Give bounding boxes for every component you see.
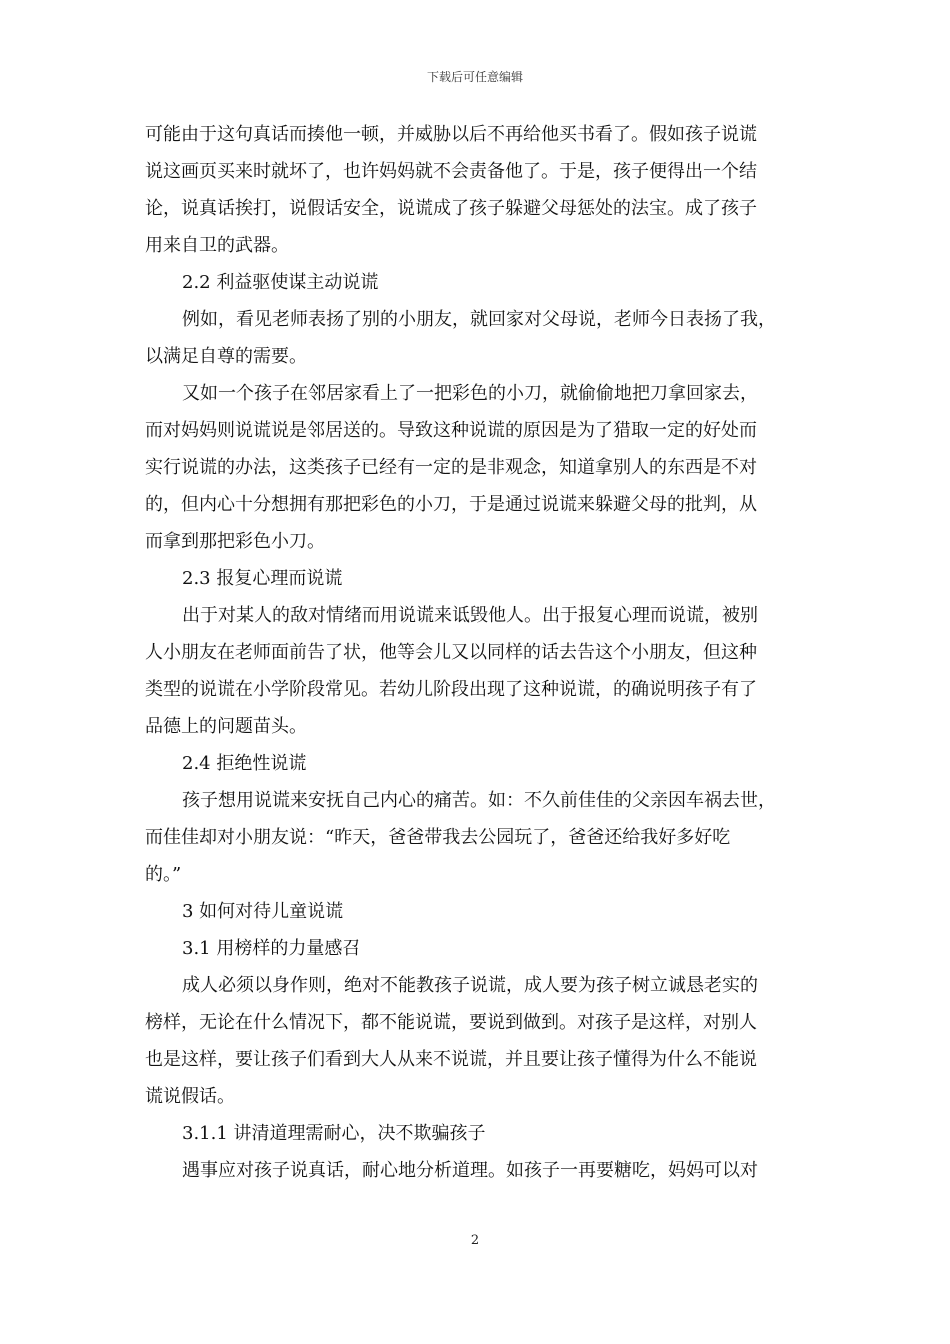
text-line: 的，但内心十分想拥有那把彩色的小刀，于是通过说谎来躲避父母的批判，从 <box>145 494 757 515</box>
text-line: 以满足自尊的需要。 <box>145 346 307 367</box>
text-line: 论，说真话挨打，说假话安全，说谎成了孩子躲避父母惩处的法宝。成了孩子 <box>145 198 757 219</box>
text-line: 谎说假话。 <box>145 1086 235 1107</box>
text-line: 类型的说谎在小学阶段常见。若幼儿阶段出现了这种说谎，的确说明孩子有了 <box>145 679 757 700</box>
text-line: 说这画页买来时就坏了，也许妈妈就不会责备他了。于是，孩子便得出一个结 <box>145 161 757 182</box>
text-line: 品德上的问题苗头。 <box>145 716 307 737</box>
page-header: 下载后可任意编辑 <box>426 70 523 84</box>
text-line: 又如一个孩子在邻居家看上了一把彩色的小刀，就偷偷地把刀拿回家去， <box>182 383 758 404</box>
text-line: 也是这样，要让孩子们看到大人从来不说谎，并且要让孩子懂得为什么不能说 <box>145 1049 757 1070</box>
text-line: 成人必须以身作则，绝对不能教孩子说谎，成人要为孩子树立诚恳老实的 <box>182 975 758 996</box>
text-line: 出于对某人的敌对情绪而用说谎来诋毁他人。出于报复心理而说谎，被别 <box>182 605 758 626</box>
text-line: 3 如何对待儿童说谎 <box>182 901 344 922</box>
text-line: 2.3 报复心理而说谎 <box>182 568 343 589</box>
text-line: 2.4 拒绝性说谎 <box>182 753 307 774</box>
text-line: 用来自卫的武器。 <box>145 235 289 256</box>
text-line: 孩子想用说谎来安抚自己内心的痛苦。如：不久前佳佳的父亲因车祸去世， <box>182 790 776 811</box>
text-line: 3.1.1 讲清道理需耐心，决不欺骗孩子 <box>182 1123 486 1144</box>
text-line: 的。” <box>145 864 182 885</box>
text-line: 例如，看见老师表扬了别的小朋友，就回家对父母说，老师今日表扬了我， <box>182 309 776 330</box>
text-line: 而拿到那把彩色小刀。 <box>145 531 325 552</box>
document-body <box>145 116 810 1189</box>
text-line: 可能由于这句真话而揍他一顿，并威胁以后不再给他买书看了。假如孩子说谎 <box>145 124 757 145</box>
text-line: 而佳佳却对小朋友说：“昨天，爸爸带我去公园玩了，爸爸还给我好多好吃 <box>145 827 731 848</box>
text-line: 人小朋友在老师面前告了状，他等会儿又以同样的话去告这个小朋友，但这种 <box>145 642 757 663</box>
text-line: 榜样，无论在什么情况下，都不能说谎，要说到做到。对孩子是这样，对别人 <box>145 1012 757 1033</box>
text-line: 2.2 利益驱使谋主动说谎 <box>182 272 379 293</box>
page-number: 2 <box>470 1233 480 1248</box>
text-line: 而对妈妈则说谎说是邻居送的。导致这种说谎的原因是为了猎取一定的好处而 <box>145 420 757 441</box>
text-line: 实行说谎的办法，这类孩子已经有一定的是非观念，知道拿别人的东西是不对 <box>145 457 757 478</box>
text-line: 遇事应对孩子说真话，耐心地分析道理。如孩子一再要糖吃，妈妈可以对 <box>182 1160 758 1181</box>
text-line: 3.1 用榜样的力量感召 <box>182 938 361 959</box>
